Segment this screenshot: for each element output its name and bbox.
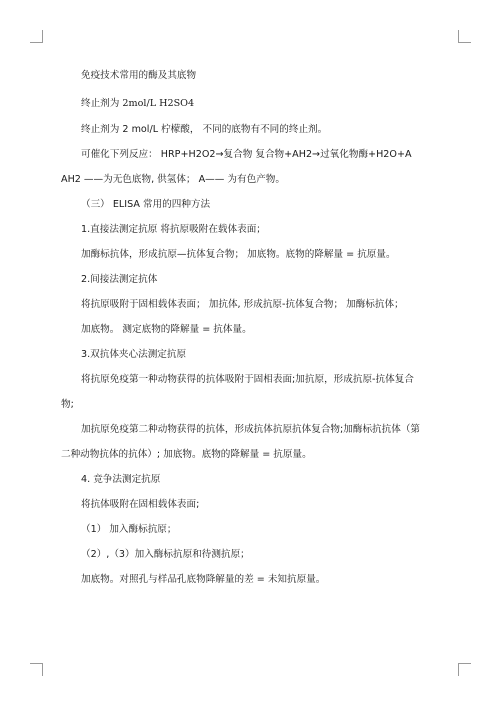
method-3-text-1: 将抗原免疫第一种动物获得的抗体吸附于固相表面;加抗原，形成抗原-抗体复合 (81, 374, 414, 385)
method-1-heading: 1.直接法测定抗原 将抗原吸附在载体表面； (81, 224, 266, 235)
crop-mark-top-right (458, 30, 471, 43)
crop-mark-bottom-left (30, 663, 43, 676)
method-4-text-1: 将抗体吸附在固相载体表面; (81, 499, 200, 510)
text-stop-solution-h2so4: 终止剂为 2mol/L H2SO4 (81, 98, 195, 109)
method-2-text-2: 加底物。 测定底物的降解量 = 抗体量。 (81, 324, 252, 335)
method-4-conclusion: 加底物。对照孔与样品孔底物降解量的差 = 未知抗原量。 (81, 574, 326, 585)
crop-mark-bottom-right (458, 663, 471, 676)
method-1-text: 加酶标抗体，形成抗原—抗体复合物； 加底物。底物的降解量 = 抗原量。 (81, 249, 396, 260)
method-2-heading: 2.间接法测定抗体 (81, 274, 158, 285)
method-3-heading: 3.双抗体夹心法测定抗原 (81, 349, 187, 360)
text-reaction-line-2: AH2 ——为无色底物, 供氢体； A—— 为有色产物。 (61, 174, 285, 185)
heading-enzymes-substrates: 免疫技术常用的酶及其底物 (81, 70, 197, 81)
section-heading-elisa: （三） ELISA 常用的四种方法 (81, 199, 211, 210)
method-4-step-2-3: （2）,（3）加入酶标抗原和待测抗原； (81, 549, 250, 560)
method-3-text-1-cont: 物; (61, 399, 74, 410)
method-3-text-2: 加抗原免疫第二种动物获得的抗体，形成抗体抗原抗体复合物;加酶标抗抗体（第 (81, 424, 421, 435)
method-4-step-1: （1） 加入酶标抗原； (81, 524, 177, 535)
crop-mark-top-left (30, 30, 43, 43)
text-reaction-line-1: 可催化下列反应： HRP+H2O2→复合物 复合物+AH2→过氧化物酶+H2O+A (81, 149, 412, 160)
method-3-text-2-cont: 二种动物抗体的抗体）; 加底物。底物的降解量 = 抗原量。 (61, 449, 312, 460)
text-stop-solution-citric: 终止剂为 2 mol/L 柠檬酸， 不同的底物有不同的终止剂。 (81, 124, 328, 135)
method-4-heading: 4. 竞争法测定抗原 (81, 474, 161, 485)
method-2-text-1: 将抗原吸附于固相载体表面； 加抗体, 形成抗原-抗体复合物； 加酶标抗体； (81, 299, 404, 310)
